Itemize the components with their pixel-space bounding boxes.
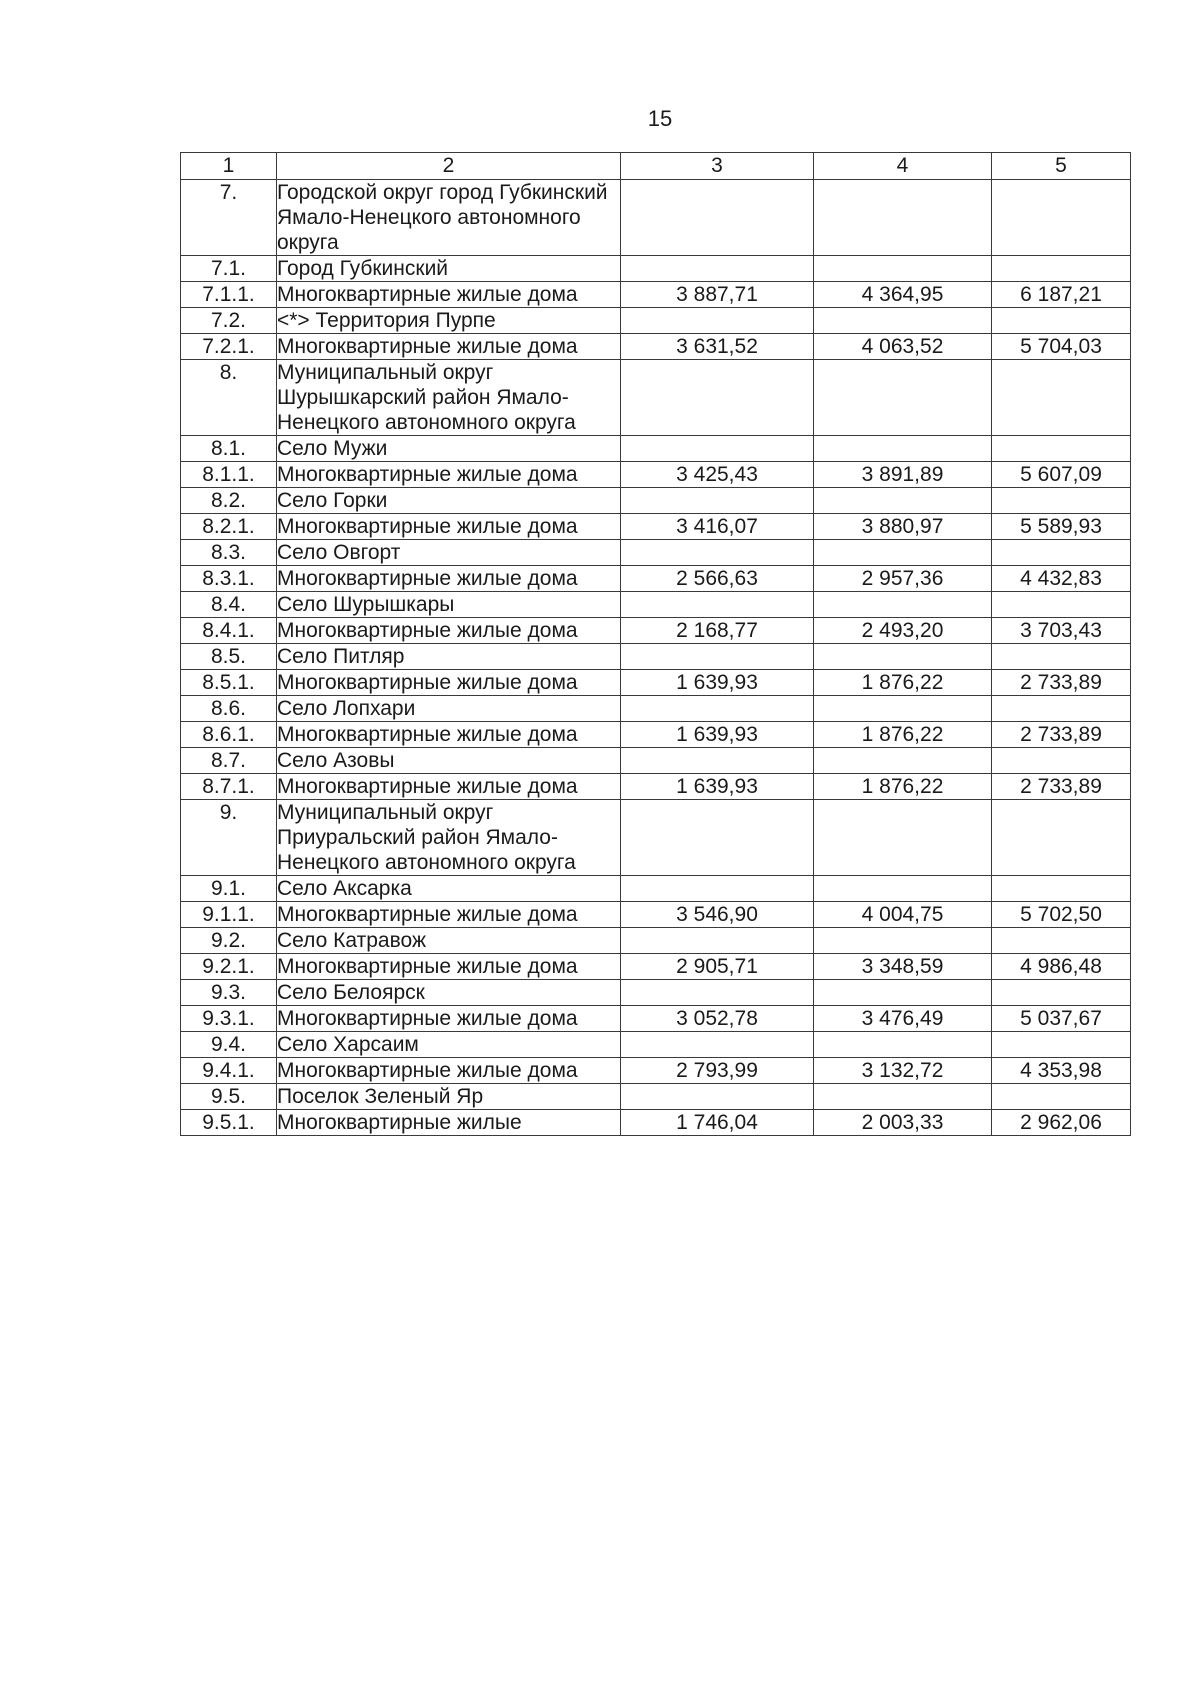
value-col3-cell	[621, 876, 814, 902]
value-col5-cell: 3 703,43	[992, 618, 1131, 644]
value-col5-cell	[992, 644, 1131, 670]
value-col3-cell	[621, 488, 814, 514]
value-col3-cell: 3 546,90	[621, 902, 814, 928]
value-col4-cell	[814, 308, 992, 334]
table-row	[181, 1006, 1131, 1032]
row-name-cell: Село Шурышкары	[277, 592, 621, 618]
table-row	[181, 256, 1131, 282]
row-number-cell: 9.3.1.	[181, 1006, 277, 1032]
value-col3-cell: 2 168,77	[621, 618, 814, 644]
value-col5-cell	[992, 1084, 1131, 1110]
row-number-cell: 7.1.1.	[181, 282, 277, 308]
value-col5-cell: 5 607,09	[992, 462, 1131, 488]
value-col4-cell	[814, 256, 992, 282]
value-col3-cell	[621, 180, 814, 256]
row-name-cell: Многоквартирные жилые дома	[277, 722, 621, 748]
table-row	[181, 334, 1131, 360]
value-col3-cell: 3 416,07	[621, 514, 814, 540]
header-row	[181, 153, 1131, 180]
table-body	[181, 180, 1131, 1136]
value-col5-cell: 4 432,83	[992, 566, 1131, 592]
table-row	[181, 180, 1131, 256]
table-row	[181, 748, 1131, 774]
table-row	[181, 902, 1131, 928]
row-name-cell: Многоквартирные жилые дома	[277, 954, 621, 980]
table-row	[181, 618, 1131, 644]
table-row	[181, 774, 1131, 800]
header-cell-5: 5	[992, 153, 1131, 180]
value-col5-cell: 6 187,21	[992, 282, 1131, 308]
value-col5-cell	[992, 180, 1131, 256]
row-number-cell: 9.1.1.	[181, 902, 277, 928]
table-row	[181, 670, 1131, 696]
row-number-cell: 9.3.	[181, 980, 277, 1006]
row-number-cell: 8.2.	[181, 488, 277, 514]
table-row	[181, 644, 1131, 670]
value-col3-cell: 3 887,71	[621, 282, 814, 308]
table-row	[181, 928, 1131, 954]
value-col4-cell: 4 063,52	[814, 334, 992, 360]
value-col4-cell	[814, 180, 992, 256]
row-name-cell: Многоквартирные жилые дома	[277, 462, 621, 488]
value-col3-cell	[621, 1032, 814, 1058]
row-name-cell: Многоквартирные жилые дома	[277, 618, 621, 644]
value-col3-cell: 3 425,43	[621, 462, 814, 488]
row-name-cell: Село Питляр	[277, 644, 621, 670]
row-name-cell: Село Харсаим	[277, 1032, 621, 1058]
value-col3-cell	[621, 592, 814, 618]
header-cell-4: 4	[814, 153, 992, 180]
row-number-cell: 9.2.	[181, 928, 277, 954]
value-col5-cell	[992, 1032, 1131, 1058]
value-col4-cell	[814, 748, 992, 774]
row-name-cell: Муниципальный округ Шурышкарский район Ямало-Ненецкого автономного округа	[277, 360, 621, 436]
value-col3-cell: 1 639,93	[621, 774, 814, 800]
row-number-cell: 7.2.1.	[181, 334, 277, 360]
table-row	[181, 876, 1131, 902]
value-col4-cell: 4 364,95	[814, 282, 992, 308]
row-name-cell: Село Азовы	[277, 748, 621, 774]
value-col4-cell	[814, 644, 992, 670]
row-name-cell: Многоквартирные жилые	[277, 1110, 621, 1136]
value-col5-cell: 2 962,06	[992, 1110, 1131, 1136]
value-col3-cell: 3 052,78	[621, 1006, 814, 1032]
value-col4-cell	[814, 980, 992, 1006]
row-number-cell: 8.1.1.	[181, 462, 277, 488]
table-row	[181, 566, 1131, 592]
table-row	[181, 980, 1131, 1006]
table-row	[181, 1058, 1131, 1084]
value-col5-cell	[992, 800, 1131, 876]
row-name-cell: Село Мужи	[277, 436, 621, 462]
row-number-cell: 9.4.	[181, 1032, 277, 1058]
row-name-cell: Село Белоярск	[277, 980, 621, 1006]
value-col3-cell: 2 905,71	[621, 954, 814, 980]
value-col3-cell	[621, 360, 814, 436]
row-name-cell: Многоквартирные жилые дома	[277, 1058, 621, 1084]
row-number-cell: 9.4.1.	[181, 1058, 277, 1084]
data-table	[180, 152, 1131, 1136]
value-col4-cell	[814, 592, 992, 618]
value-col4-cell	[814, 488, 992, 514]
table-header	[181, 153, 1131, 180]
value-col3-cell	[621, 696, 814, 722]
table-row	[181, 488, 1131, 514]
value-col3-cell	[621, 256, 814, 282]
value-col5-cell: 5 704,03	[992, 334, 1131, 360]
header-cell-3: 3	[621, 153, 814, 180]
value-col5-cell	[992, 592, 1131, 618]
row-name-cell: Многоквартирные жилые дома	[277, 902, 621, 928]
row-number-cell: 9.1.	[181, 876, 277, 902]
value-col4-cell	[814, 696, 992, 722]
value-col4-cell	[814, 436, 992, 462]
value-col5-cell	[992, 540, 1131, 566]
value-col4-cell: 1 876,22	[814, 774, 992, 800]
table-row	[181, 1110, 1131, 1136]
page-number: 15	[647, 106, 673, 131]
row-number-cell: 9.	[181, 800, 277, 876]
value-col5-cell: 5 702,50	[992, 902, 1131, 928]
table-row	[181, 954, 1131, 980]
value-col4-cell	[814, 800, 992, 876]
row-name-cell: Многоквартирные жилые дома	[277, 1006, 621, 1032]
row-number-cell: 8.	[181, 360, 277, 436]
value-col5-cell	[992, 696, 1131, 722]
row-name-cell: Село Катравож	[277, 928, 621, 954]
value-col3-cell: 1 639,93	[621, 722, 814, 748]
row-name-cell: Муниципальный округ Приуральский район Ямало-Ненецкого автономного округа	[277, 800, 621, 876]
value-col4-cell: 3 132,72	[814, 1058, 992, 1084]
value-col5-cell: 2 733,89	[992, 774, 1131, 800]
table-row	[181, 1032, 1131, 1058]
row-name-cell: Городской округ город Губкинский Ямало-Ненецкого автономного округа	[277, 180, 621, 256]
value-col3-cell: 2 566,63	[621, 566, 814, 592]
value-col3-cell	[621, 980, 814, 1006]
row-number-cell: 8.1.	[181, 436, 277, 462]
value-col5-cell	[992, 876, 1131, 902]
table-row	[181, 1084, 1131, 1110]
header-cell-2: 2	[277, 153, 621, 180]
row-name-cell: Село Аксарка	[277, 876, 621, 902]
row-number-cell: 7.	[181, 180, 277, 256]
row-name-cell: Многоквартирные жилые дома	[277, 334, 621, 360]
row-number-cell: 8.2.1.	[181, 514, 277, 540]
row-number-cell: 8.5.	[181, 644, 277, 670]
value-col5-cell: 4 353,98	[992, 1058, 1131, 1084]
value-col3-cell	[621, 928, 814, 954]
row-number-cell: 8.5.1.	[181, 670, 277, 696]
value-col4-cell: 3 891,89	[814, 462, 992, 488]
value-col4-cell: 2 003,33	[814, 1110, 992, 1136]
row-number-cell: 9.2.1.	[181, 954, 277, 980]
row-number-cell: 8.3.	[181, 540, 277, 566]
value-col5-cell	[992, 488, 1131, 514]
row-number-cell: 8.4.	[181, 592, 277, 618]
row-number-cell: 8.7.	[181, 748, 277, 774]
value-col5-cell: 5 589,93	[992, 514, 1131, 540]
value-col3-cell	[621, 644, 814, 670]
row-name-cell: Многоквартирные жилые дома	[277, 282, 621, 308]
value-col4-cell	[814, 360, 992, 436]
value-col3-cell: 3 631,52	[621, 334, 814, 360]
row-number-cell: 8.3.1.	[181, 566, 277, 592]
value-col5-cell	[992, 748, 1131, 774]
table-row	[181, 514, 1131, 540]
value-col4-cell: 1 876,22	[814, 722, 992, 748]
value-col5-cell	[992, 436, 1131, 462]
value-col5-cell	[992, 256, 1131, 282]
row-name-cell: Многоквартирные жилые дома	[277, 514, 621, 540]
row-number-cell: 9.5.1.	[181, 1110, 277, 1136]
value-col4-cell: 2 493,20	[814, 618, 992, 644]
row-name-cell: Поселок Зеленый Яр	[277, 1084, 621, 1110]
row-name-cell: Многоквартирные жилые дома	[277, 774, 621, 800]
value-col4-cell: 3 476,49	[814, 1006, 992, 1032]
value-col3-cell	[621, 308, 814, 334]
row-name-cell: Село Лопхари	[277, 696, 621, 722]
row-number-cell: 8.6.	[181, 696, 277, 722]
value-col5-cell	[992, 308, 1131, 334]
value-col5-cell	[992, 360, 1131, 436]
row-name-cell: Многоквартирные жилые дома	[277, 566, 621, 592]
value-col4-cell: 3 348,59	[814, 954, 992, 980]
value-col3-cell: 1 746,04	[621, 1110, 814, 1136]
row-name-cell: Город Губкинский	[277, 256, 621, 282]
table-row	[181, 308, 1131, 334]
value-col4-cell	[814, 1084, 992, 1110]
row-name-cell: Село Горки	[277, 488, 621, 514]
table-row	[181, 696, 1131, 722]
table-row	[181, 436, 1131, 462]
table-row	[181, 282, 1131, 308]
value-col5-cell	[992, 928, 1131, 954]
row-number-cell: 7.2.	[181, 308, 277, 334]
value-col5-cell: 2 733,89	[992, 670, 1131, 696]
value-col3-cell	[621, 540, 814, 566]
row-name-cell: Село Овгорт	[277, 540, 621, 566]
value-col4-cell	[814, 876, 992, 902]
value-col3-cell: 2 793,99	[621, 1058, 814, 1084]
value-col4-cell: 2 957,36	[814, 566, 992, 592]
value-col4-cell	[814, 928, 992, 954]
value-col3-cell	[621, 436, 814, 462]
value-col4-cell	[814, 1032, 992, 1058]
value-col5-cell: 2 733,89	[992, 722, 1131, 748]
value-col5-cell	[992, 980, 1131, 1006]
row-number-cell: 8.6.1.	[181, 722, 277, 748]
value-col3-cell: 1 639,93	[621, 670, 814, 696]
value-col4-cell: 1 876,22	[814, 670, 992, 696]
row-number-cell: 9.5.	[181, 1084, 277, 1110]
table-row	[181, 800, 1131, 876]
row-name-cell: Многоквартирные жилые дома	[277, 670, 621, 696]
row-number-cell: 7.1.	[181, 256, 277, 282]
table-row	[181, 592, 1131, 618]
value-col3-cell	[621, 1084, 814, 1110]
table-row	[181, 722, 1131, 748]
row-name-cell: <*> Территория Пурпе	[277, 308, 621, 334]
row-number-cell: 8.7.1.	[181, 774, 277, 800]
header-cell-1: 1	[181, 153, 277, 180]
table-row	[181, 360, 1131, 436]
value-col4-cell	[814, 540, 992, 566]
table-row	[181, 462, 1131, 488]
table-row	[181, 540, 1131, 566]
value-col5-cell: 5 037,67	[992, 1006, 1131, 1032]
row-number-cell: 8.4.1.	[181, 618, 277, 644]
value-col4-cell: 4 004,75	[814, 902, 992, 928]
value-col3-cell	[621, 800, 814, 876]
value-col5-cell: 4 986,48	[992, 954, 1131, 980]
value-col3-cell	[621, 748, 814, 774]
value-col4-cell: 3 880,97	[814, 514, 992, 540]
